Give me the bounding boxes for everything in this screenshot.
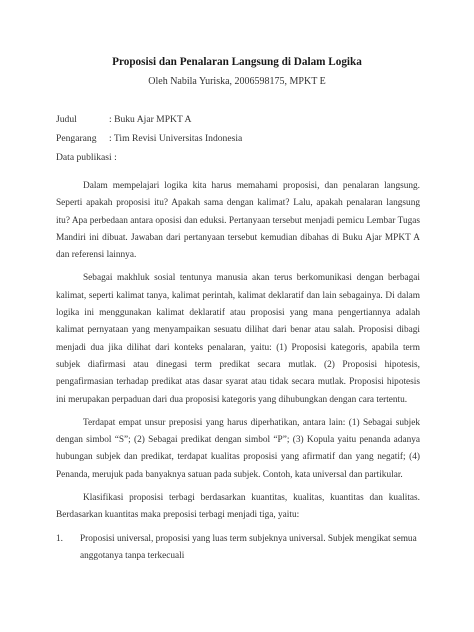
list-item-text: Proposisi universal, proposisi yang luas term subjeknya universal. Subjek mengikat semua anggotanya tanpa terkecuali xyxy=(80,533,417,561)
list-item xyxy=(56,531,420,566)
metadata-block xyxy=(56,110,242,167)
metadata-value: : Tim Revisi Universitas Indonesia xyxy=(109,133,243,144)
list-item-number: 1. xyxy=(56,533,63,544)
metadata-row-title xyxy=(56,110,242,129)
document-title: Proposisi dan Penalaran Langsung di Dalam Logika xyxy=(112,56,362,68)
classification-list xyxy=(56,531,420,566)
metadata-key: Data publikasi : xyxy=(56,152,117,163)
author-line: Oleh Nabila Yuriska, 2006598175, MPKT E xyxy=(148,76,326,87)
metadata-row-publication xyxy=(56,148,242,167)
metadata-key: Judul xyxy=(56,114,77,125)
metadata-key: Pengarang xyxy=(56,133,97,144)
paragraph-proposition-elements: Terdapat empat unsur preposisi yang harus diperhatikan, antara lain: (1) Sebagai subjek dengan simbol “S”; (2) Sebagai predikat dengan simbol “P”; (3) Kopula yaitu penanda adanya hubungan subjek dan predikat, terdapat kualitas proposisi yang afirmatif dan yang negatif; (4) Penanda, merujuk pada banyaknya satuan pada subjek. Contoh, kata universal dan partikular. xyxy=(56,417,420,480)
metadata-row-author xyxy=(56,129,242,148)
paragraph-classification: Klasifikasi proposisi terbagi berdasarkan kuantitas, kualitas, kuantitas dan kualitas. Berdasarkan kuantitas maka preposisi terbagi menjadi tiga, yaitu: xyxy=(56,493,420,521)
paragraph-intro: Dalam mempelajari logika kita harus memahami proposisi, dan penalaran langsung. Seperti apakah proposisi itu? Apakah sama dengan kalimat? Lalu, apakah penalaran langsung itu? Apa perbedaan antara oposisi dan eduksi. Pertanyaan tersebut menjadi pemicu Lembar Tugas Mandiri ini dibuat. Jawaban dari pertanyaan tersebut kemudian dibahas di Buku Ajar MPKT A dan referensi lainnya. xyxy=(56,181,420,261)
paragraph-proposition-definition: Sebagai makhluk sosial tentunya manusia akan terus berkomunikasi dengan berbagai kalimat, seperti kalimat tanya, kalimat perintah, kalimat deklaratif dan lain sebagainya. Di dalam logika ini menggunakan kalimat deklaratif atau proposisi yang mana pengertiannya adalah kalimat pernyataan yang menyampaikan sesuatu dilihat dari benar atau salah. Proposisi dibagi menjadi dua jika dilihat dari konteks penalaran, yaitu: (1) Proposisi kategoris, apabila term subjek diafirmasi atau dinegasi term predikat secara mutlak. (2) Proposisi hipotesis, pengafirmasian terhadap predikat atas dasar syarat atau tidak secara mutlak. Proposisi hipotesis ini merupakan perpaduan dari dua proposisi kategoris yang dihubungkan dengan cara tertentu. xyxy=(56,273,420,405)
metadata-value: : Buku Ajar MPKT A xyxy=(109,114,192,125)
document-body xyxy=(56,178,420,565)
